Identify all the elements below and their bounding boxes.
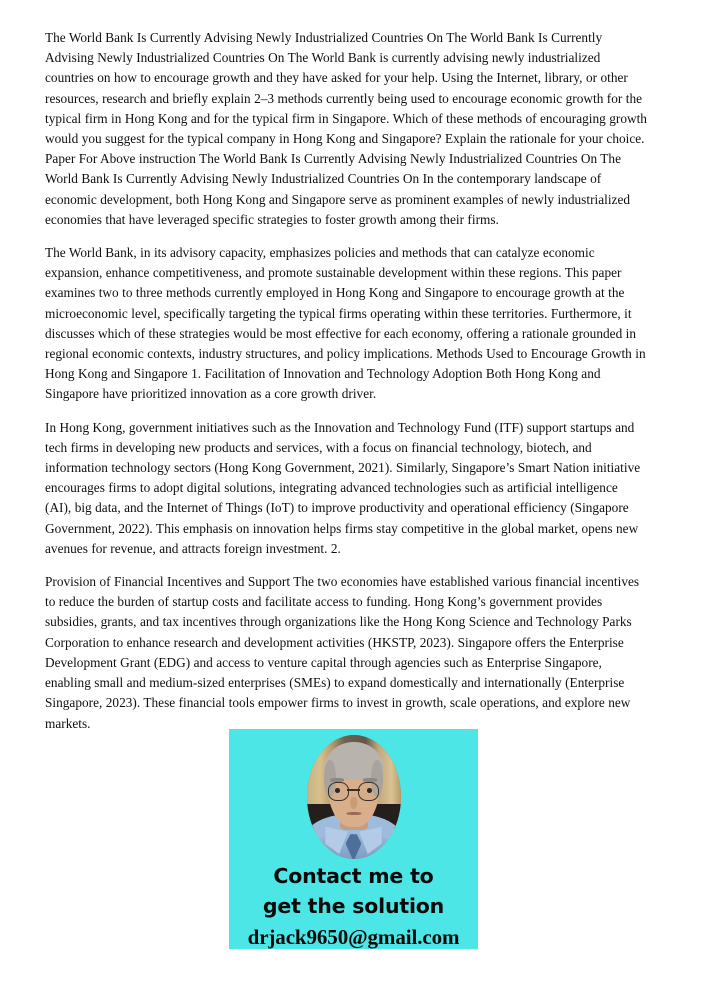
paragraph-3: In Hong Kong, government initiatives such as the Innovation and Technology Fund (ITF) support startups and tech firms in developing new products and services, with a focus on financial technology, biotech, and information technology sectors (Hong Kong Government, 2021). Similarly, Singapore’s Smart Nation initiative encourages firms to adopt digital solutions, integrating advanced technologies such as artificial intelligence (AI), big data, and the Internet of Things (IoT) to improve productivity and operational efficiency (Singapore Government, 2022). This emphasis on innovation helps firms stay competitive in the global market, opens new avenues for revenue, and attracts foreign investment. 2. (45, 419, 641, 556)
paragraph-4: Provision of Financial Incentives and Support The two economies have established various financial incentives to reduce the burden of startup costs and facilitate access to funding. Hong Kong’s government provides subsidies, grants, and tax incentives through organizations like the Hong Kong Science and Technology Parks Corporation to enhance research and development activities (HKSTP, 2023). Singapore offers the Enterprise Development Grant (EDG) and access to venture capital through agencies such as Enterprise Singapore, enabling small and medium-sized enterprises (SMEs) to expand domestically and internationally (Enterprise Singapore, 2023). These financial tools empower firms to invest in growth, scale operations, and explore new markets. (45, 574, 640, 731)
contact-line-1: Contact me to (273, 864, 434, 888)
paragraph-2: The World Bank, in its advisory capacity, emphasizes policies and methods that can catalyze economic expansion, enhance competitiveness, and promote sustainable development within these regions. This paper examines two to three methods currently employed in Hong Kong and Singapore to encourage growth at the microeconomic level, specifically targeting the typical firms operating within these territories. Furthermore, it discusses which of these strategies would be most effective for each economy, offering a rationale grounded in regional economic contexts, industry structures, and policy implications. Methods Used to Encourage Growth in Hong Kong and Singapore 1. Facilitation of Innovation and Technology Adoption Both Hong Kong and Singapore have prioritized innovation as a core growth driver. (45, 245, 646, 402)
document-text-body (45, 28, 647, 734)
contact-line-2: get the solution (262, 894, 445, 918)
portrait-nose (350, 797, 358, 809)
portrait-photo (307, 735, 401, 859)
portrait-mouth (346, 812, 361, 815)
contact-email-address[interactable]: drjack9650@gmail.com (247, 925, 460, 949)
portrait-glasses-bridge (347, 789, 360, 791)
paragraph-1: The World Bank Is Currently Advising Newly Industrialized Countries On The World Bank Is Currently Advising Newly Industrialized Countries On The World Bank is currently advising newly industrialized countries on how to encourage growth and they have asked for your help. Using the Internet, library, or other resources, research and briefly explain 2–3 methods currently being used to encourage economic growth for the typical firm in Hong Kong and for the typical firm in Singapore. Which of these methods of encouraging growth would you suggest for the typical company in Hong Kong and Singapore? Explain the rationale for your choice. Paper For Above instruction The World Bank Is Currently Advising Newly Industrialized Countries On The World Bank Is Currently Advising Newly Industrialized Countries On In the contemporary landscape of economic development, both Hong Kong and Singapore serve as prominent examples of newly industrialized economies that have leveraged specific strategies to foster growth among their firms. (45, 30, 647, 227)
contact-overlay-card[interactable] (229, 729, 478, 949)
contact-text-block (229, 861, 478, 949)
